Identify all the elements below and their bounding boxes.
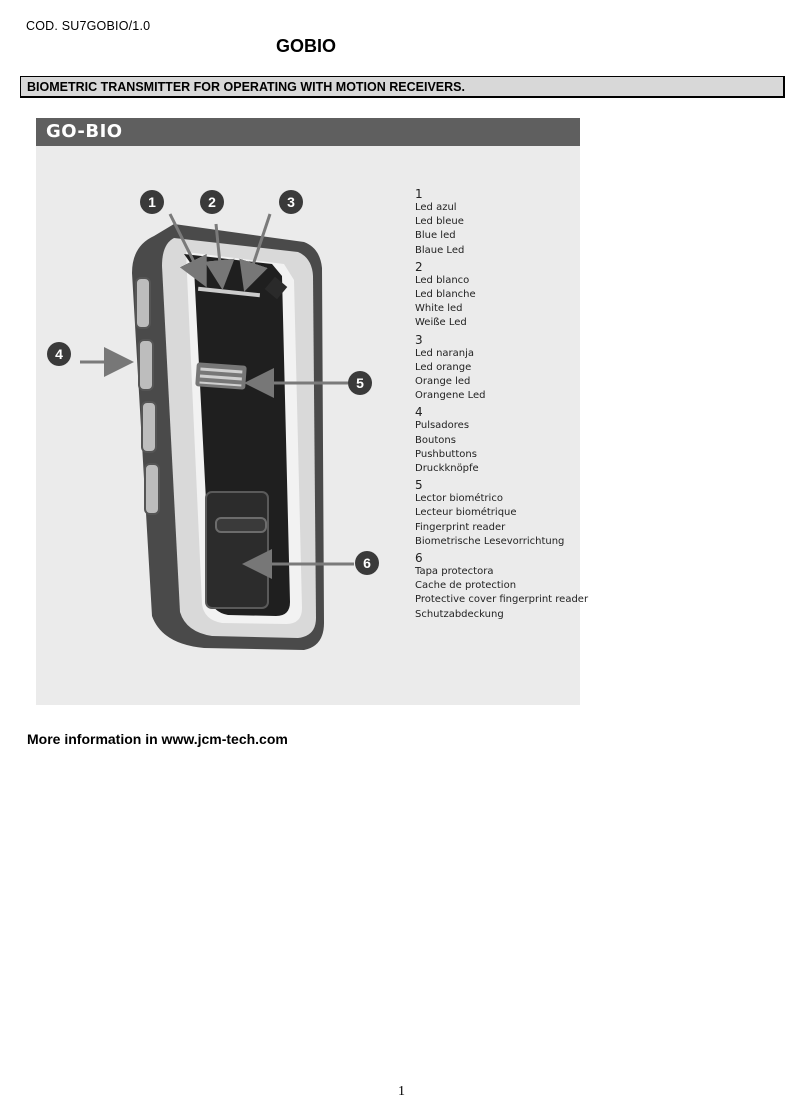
- svg-text:3: 3: [287, 194, 295, 210]
- legend-label: Druckknöpfe: [415, 463, 479, 475]
- legend-number: 2: [415, 259, 423, 274]
- side-button: [145, 464, 159, 514]
- svg-text:5: 5: [356, 375, 364, 391]
- legend-label: Led orange: [415, 361, 472, 373]
- legend-label: Led blanco: [415, 274, 470, 286]
- legend-label: Orange led: [415, 376, 471, 388]
- legend-group: [415, 406, 575, 476]
- legend-group: [415, 479, 575, 549]
- legend-label: Biometrische Lesevorrichtung: [415, 535, 565, 547]
- protective-cover: [206, 492, 268, 608]
- legend-label: Blaue Led: [415, 244, 465, 256]
- document-code: COD. SU7GOBIO/1.0: [26, 19, 151, 33]
- side-button: [142, 402, 156, 452]
- component-legend: [415, 187, 589, 625]
- description-banner: [20, 76, 785, 98]
- side-button: [139, 340, 153, 390]
- document-title: GOBIO: [276, 36, 337, 56]
- svg-text:2: 2: [208, 194, 216, 210]
- legend-label: Tapa protectora: [415, 566, 494, 578]
- page-number: 1: [398, 1084, 405, 1099]
- legend-label: Pulsadores: [415, 420, 470, 432]
- callout-5: [348, 371, 372, 395]
- legend-number: 5: [415, 478, 423, 493]
- legend-number: 3: [415, 332, 423, 347]
- banner-text: BIOMETRIC TRANSMITTER FOR OPERATING WITH MOTION RECEIVERS.: [27, 80, 465, 94]
- remote-device: [132, 224, 324, 650]
- legend-label: Led azul: [415, 202, 457, 213]
- legend-group: [415, 551, 589, 622]
- legend-number: 4: [415, 405, 423, 420]
- legend-label: Lector biométrico: [415, 493, 503, 505]
- legend-label: Lecteur biométrique: [415, 507, 517, 519]
- legend-label: Orangene Led: [415, 390, 486, 402]
- callout-3: [279, 190, 303, 214]
- callout-4: [47, 342, 71, 366]
- legend-label: Blue led: [415, 230, 456, 242]
- svg-text:4: 4: [55, 346, 63, 362]
- legend-label: Cache de protection: [415, 580, 517, 592]
- legend-group: [415, 334, 575, 404]
- legend-group: [415, 188, 575, 258]
- callout-2: [200, 190, 224, 214]
- svg-text:1: 1: [148, 194, 156, 210]
- svg-text:6: 6: [363, 555, 371, 571]
- legend-label: Boutons: [415, 434, 456, 446]
- figure-title: GO-BIO: [46, 121, 123, 142]
- legend-number: 6: [415, 551, 423, 566]
- legend-group: [415, 261, 575, 331]
- legend-label: Led naranja: [415, 347, 475, 359]
- legend-label: Weiße Led: [415, 317, 467, 329]
- legend-label: Led blanche: [415, 289, 476, 301]
- legend-number: 1: [415, 187, 423, 201]
- legend-label: Led bleue: [415, 216, 464, 228]
- legend-label: Schutzabdeckung: [415, 608, 504, 620]
- legend-label: Pushbuttons: [415, 448, 477, 460]
- product-figure: [36, 118, 589, 705]
- callout-6: [355, 551, 379, 575]
- more-information: More information in www.jcm-tech.com: [27, 731, 288, 747]
- legend-label: Protective cover fingerprint reader: [415, 594, 589, 606]
- side-button: [136, 278, 150, 328]
- legend-label: White led: [415, 303, 463, 315]
- callout-1: [140, 190, 164, 214]
- legend-label: Fingerprint reader: [415, 521, 506, 533]
